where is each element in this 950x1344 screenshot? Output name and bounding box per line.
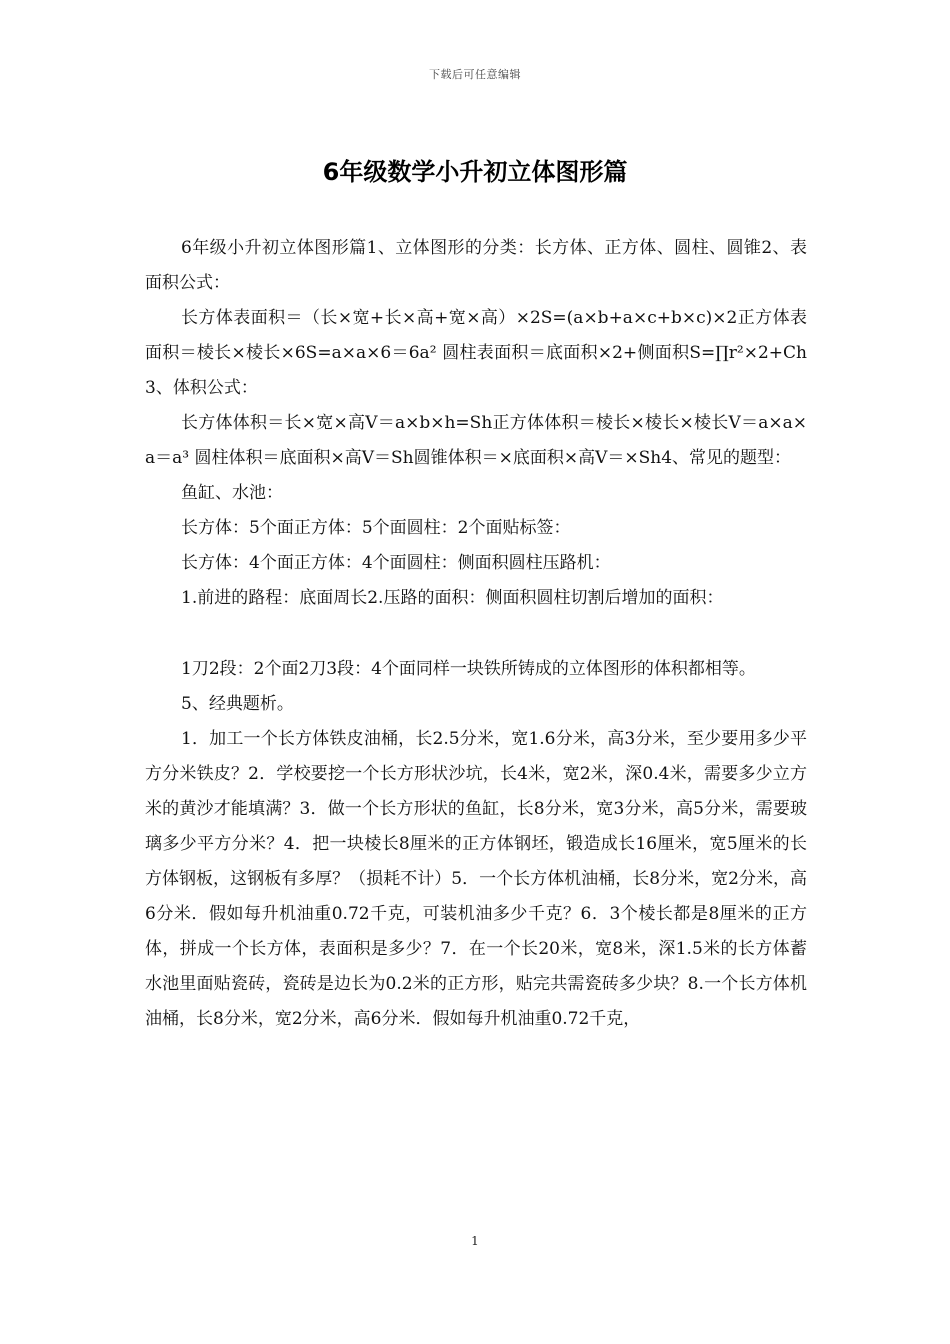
document-body (145, 231, 807, 1037)
paragraph-cutting: 1刀2段：2个面2刀3段：4个面同样一块铁所铸成的立体图形的体积都相等。 (181, 659, 756, 679)
paragraph-four-faces: 长方体：4个面正方体：4个面圆柱：侧面积圆柱压路机： (181, 553, 611, 573)
paragraph-examples-heading: 5、经典题析。 (181, 694, 294, 714)
paragraph-classification: 6年级小升初立体图形篇1、立体图形的分类：长方体、正方体、圆柱、圆锥2、表面积公式： (145, 238, 807, 293)
paragraph-volume-formulas: 长方体体积＝长×宽×高V＝a×b×h=Sh正方体体积＝棱长×棱长×棱长V＝a×a×a＝a³ 圆柱体积＝底面积×高V＝Sh圆锥体积＝×底面积×高V＝×Sh4、常见的题型： (145, 413, 807, 468)
paragraph-fish-tank: 鱼缸、水池： (181, 483, 283, 503)
page-header: 下载后可任意编辑 (429, 68, 521, 81)
document-title: 6年级数学小升初立体图形篇 (322, 158, 628, 186)
page-number: 1 (471, 1234, 479, 1248)
paragraph-five-faces: 长方体：5个面正方体：5个面圆柱：2个面贴标签： (181, 518, 571, 538)
paragraph-roller: 1.前进的路程：底面周长2.压路的面积：侧面积圆柱切割后增加的面积： (181, 588, 724, 608)
paragraph-exercises: 1．加工一个长方体铁皮油桶，长2.5分米，宽1.6分米，高3分米，至少要用多少平方分米铁皮？2．学校要挖一个长方形状沙坑，长4米，宽2米，深0.4米，需要多少立方米的黄沙才能填满？3．做一个长方形状的鱼缸，长8分米，宽3分米，高5分米，需要玻璃多少平方分米？4．把一块棱长8厘米的正方体钢坯，锻造成长16厘米，宽5厘米的长方体钢板，这钢板有多厚？（损耗不计）5．一个长方体机油桶，长8分米，宽2分米，高6分米．假如每升机油重0.72千克，可装机油多少千克？6．3个棱长都是8厘米的正方体，拼成一个长方体，表面积是多少？7．在一个长20米，宽8米，深1.5米的长方体蓄水池里面贴瓷砖，瓷砖是边长为0.2米的正方形，贴完共需瓷砖多少块？8.一个长方体机油桶，长8分米，宽2分米，高6分米．假如每升机油重0.72千克， (145, 729, 807, 1029)
paragraph-surface-area-formulas: 长方体表面积＝（长×宽+长×高+宽×高）×2S=(a×b+a×c+b×c)×2正方体表面积＝棱长×棱长×6S=a×a×6＝6a² 圆柱表面积＝底面积×2+侧面积S=∏r²×2+Ch3、体积公式： (145, 308, 807, 398)
